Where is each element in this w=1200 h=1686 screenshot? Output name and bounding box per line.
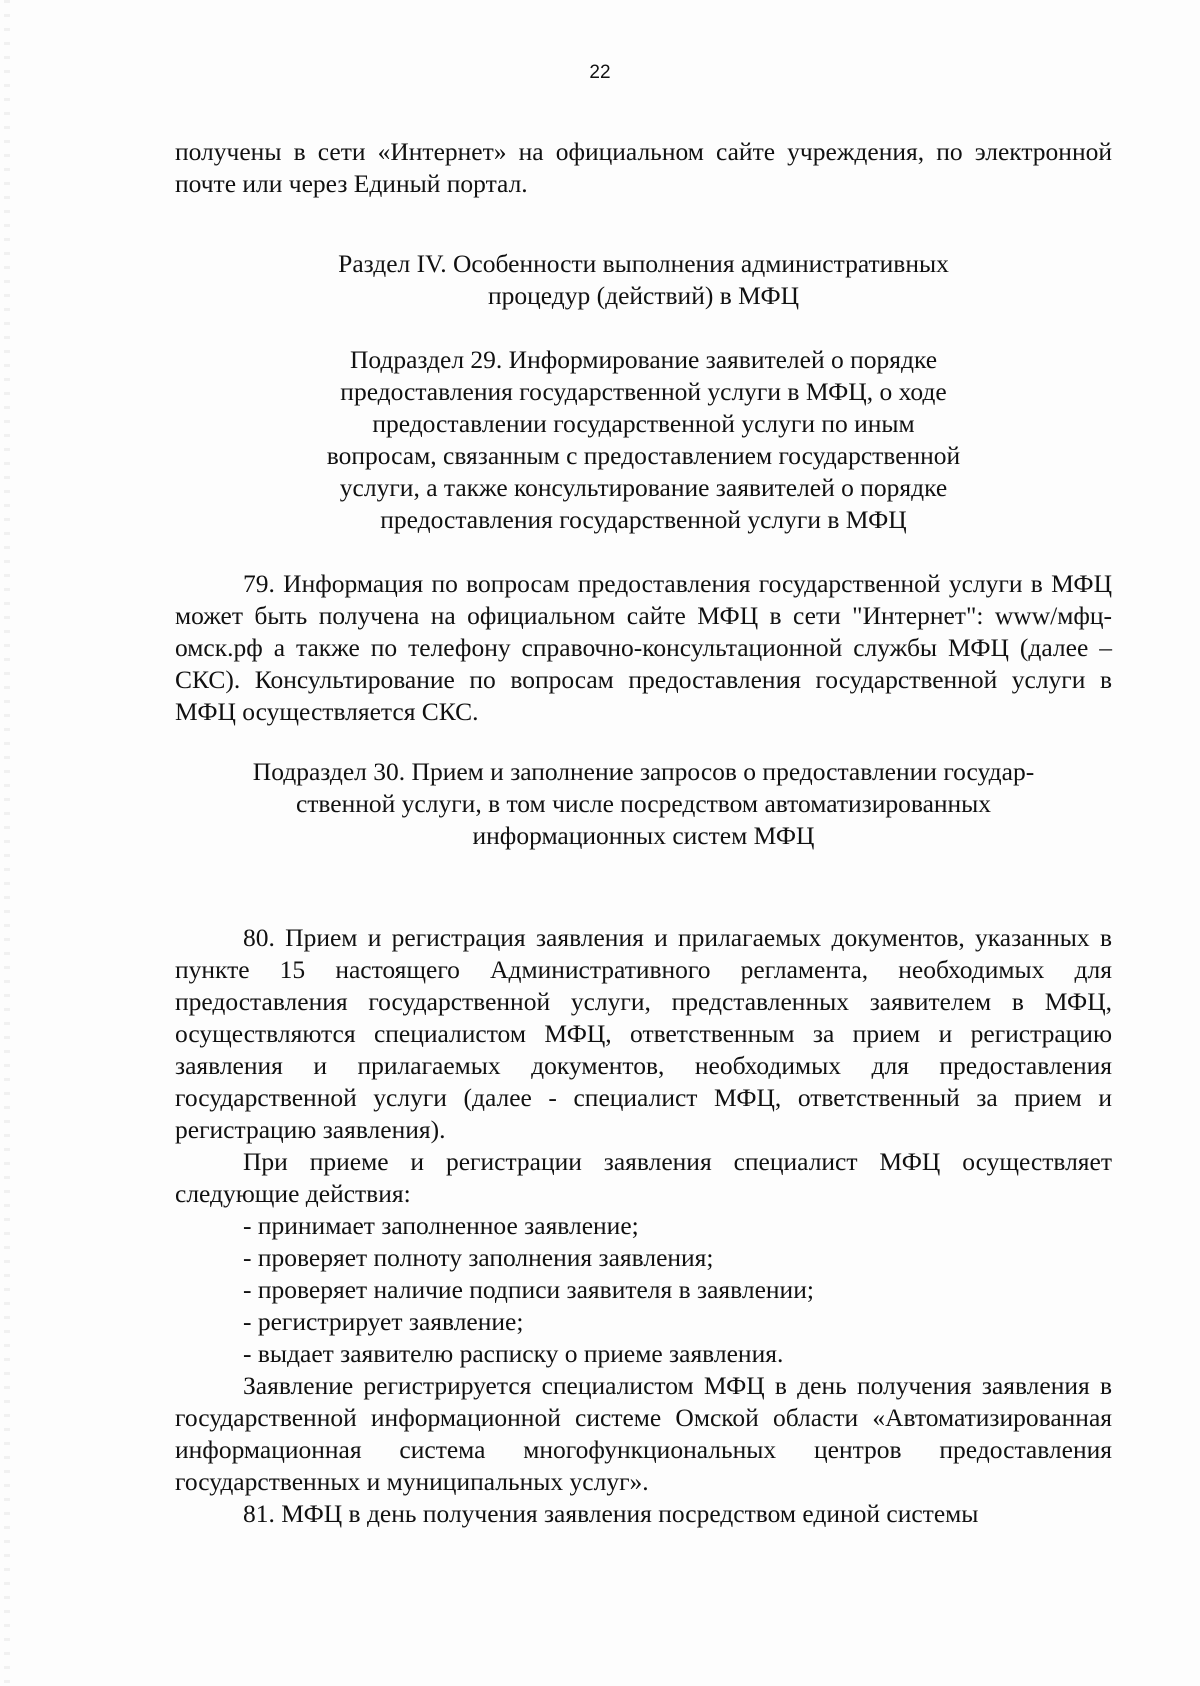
list-item: - принимает заполненное заявление;	[243, 1211, 639, 1240]
page-number: 22	[589, 62, 611, 83]
paragraph-81: 81. МФЦ в день получения заявления посредством единой системы	[243, 1499, 979, 1528]
subsection-heading-line: предоставлении государственной услуги по иным	[372, 409, 915, 438]
subsection-heading-line: предоставления государственной услуги в МФЦ, о ходе	[340, 377, 947, 406]
list-item: - проверяет наличие подписи заявителя в заявлении;	[243, 1275, 814, 1304]
spacer	[175, 852, 1112, 922]
subsection-heading-line: информационных систем МФЦ	[472, 821, 815, 850]
section-heading	[175, 248, 1112, 312]
paragraph-80: 80. Прием и регистрация заявления и прилагаемых документов, указанных в пункте 15 настоящего Административного регламента, необходимых для предоставления государственной услуги, представленных заявителем в МФЦ, осуществляются специалистом МФЦ, ответственным за прием и регистрацию заявления и прилагаемых документов, необходимых для предоставления государственной услуги (далее - специалист МФЦ, ответственный за прием и регистрацию заявления).	[175, 923, 1112, 1144]
spacer	[175, 312, 1112, 344]
spacer	[175, 536, 1112, 568]
section-heading-line: процедур (действий) в МФЦ	[487, 281, 800, 310]
paragraph-actions-intro: При приеме и регистрации заявления специалист МФЦ осуществляет следующие действия:	[175, 1147, 1112, 1208]
subsection-29-heading	[175, 344, 1112, 536]
section-heading-line: Раздел IV. Особенности выполнения административных	[338, 249, 949, 278]
subsection-heading-line: услуги, а также консультирование заявителей о порядке	[339, 473, 948, 502]
scan-edge-marks	[4, 0, 10, 1686]
list-item: - выдает заявителю расписку о приеме заявления.	[243, 1339, 784, 1368]
subsection-heading-line: предоставления государственной услуги в МФЦ	[380, 505, 907, 534]
paragraph-registration: Заявление регистрируется специалистом МФЦ в день получения заявления в государственной информационной системе Омской области «Автоматизированная информационная система многофункциональных центров предоставления государственных и муниципальных услуг».	[175, 1371, 1112, 1496]
spacer	[175, 728, 1112, 756]
paragraph-79: 79. Информация по вопросам предоставления государственной услуги в МФЦ может быть получена на официальном сайте МФЦ в сети "Интернет": www/мфц-омск.рф а также по телефону справочно-консультационной службы МФЦ (далее – СКС). Консультирование по вопросам предоставления государственной услуги в МФЦ осуществляется СКС.	[175, 569, 1112, 726]
list-item: - регистрирует заявление;	[243, 1307, 524, 1336]
subsection-heading-line: ственной услуги, в том числе посредством автоматизированных	[295, 789, 992, 818]
subsection-heading-line: Подраздел 29. Информирование заявителей о порядке	[349, 345, 938, 374]
subsection-heading-line: Подраздел 30. Прием и заполнение запросов о предоставлении государ-	[252, 757, 1035, 786]
subsection-heading-line: вопросам, связанным с предоставлением государственной	[326, 441, 961, 470]
subsection-30-heading	[175, 756, 1112, 852]
actions-list	[175, 1210, 1112, 1370]
spacer	[175, 200, 1112, 248]
list-item: - проверяет полноту заполнения заявления;	[243, 1243, 714, 1272]
page-content	[175, 136, 1112, 1530]
intro-paragraph: получены в сети «Интернет» на официальном сайте учреждения, по электронной почте или через Единый портал.	[175, 137, 1112, 198]
